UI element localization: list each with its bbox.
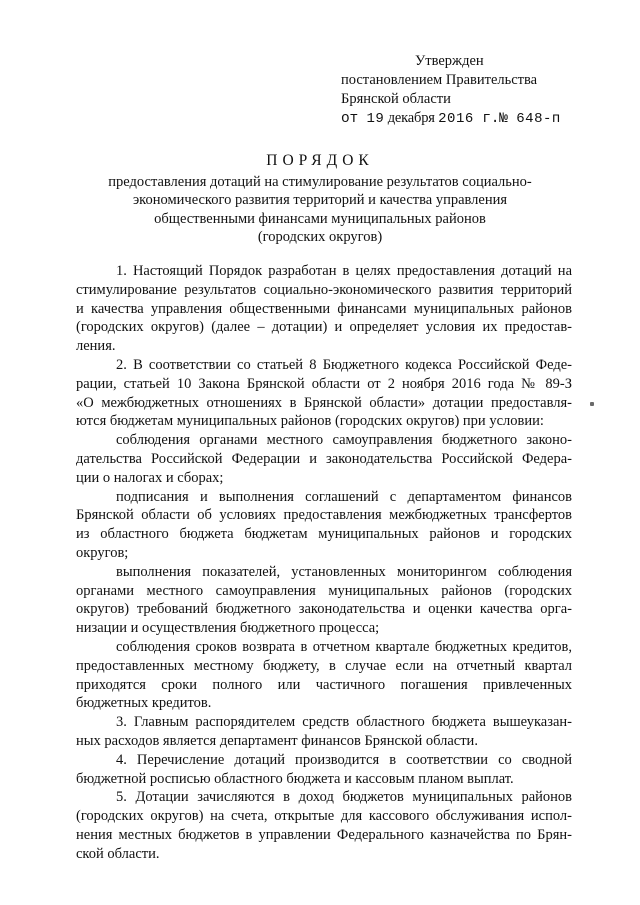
body-line: (городских округов) (далее – дотации) и определяет условия их предостав-	[76, 319, 572, 336]
body-line: стимулирование результатов социально-экономического развития территорий	[76, 281, 572, 298]
body-line: предоставленных местному бюджету, в случае если на отчетный квартал	[76, 657, 572, 674]
subtitle-line: предоставления дотаций на стимулирование результатов социально-	[108, 174, 532, 190]
body-line: «О межбюджетных отношениях в Брянской области» дотации предоставля-	[76, 394, 572, 411]
body-line: 3. Главным распорядителем средств областного бюджета вышеуказан-	[116, 714, 572, 731]
body-line: низации и осуществления бюджетного процесса;	[76, 620, 380, 637]
body-line: дательства Российской Федерации и законодательства Российской Федера-	[76, 450, 572, 467]
subtitle-line: экономического развития территорий и качества управления	[132, 192, 508, 209]
body-line: Брянской области об условиях предоставления межбюджетных трансфертов	[76, 507, 572, 524]
body-line: подписания и выполнения соглашений с департаментом финансов	[116, 488, 572, 505]
body-line: и качества управления общественными финансами муниципальных районов	[76, 300, 572, 317]
body-line: 4. Перечисление дотаций производится в соответствии со сводной	[116, 751, 572, 768]
body-line: 2. В соответствии со статьей 8 Бюджетного кодекса Российской Феде-	[116, 356, 572, 373]
body-line: ных расходов является департамент финансов Брянской области.	[76, 732, 478, 749]
body-line: (городских округов) на счета, открытые для кассового обслуживания испол-	[76, 808, 572, 825]
body-line: нения местных бюджетов в управлении Федерального казначейства по Брян-	[76, 826, 572, 843]
date-day: 19	[366, 111, 385, 127]
document-title: ПОРЯДОК	[266, 152, 374, 169]
approval-date-line	[341, 109, 561, 129]
document-number: 648-п	[516, 111, 561, 127]
body-line: ления.	[76, 338, 116, 355]
date-prefix: от	[341, 111, 367, 127]
body-line: 5. Дотации зачисляются в доход бюджетов муниципальных районов	[116, 789, 572, 806]
subtitle-line: (городских округов)	[257, 229, 383, 246]
body-line: соблюдения органами местного самоуправления бюджетного законо-	[116, 432, 572, 449]
document-subtitle	[0, 173, 640, 247]
body-line: округов;	[76, 544, 129, 561]
body-line: из областного бюджета бюджетам муниципальных районов и городских	[76, 526, 572, 543]
subtitle-line: общественными финансами муниципальных районов	[154, 210, 486, 227]
body-line: округов) требований бюджетного законодательства и оценки качества орга-	[76, 601, 572, 618]
approval-stamp	[341, 52, 561, 129]
body-line: органами местного самоуправления муниципальных районов (городских	[76, 582, 572, 599]
body-line: ции о налогах и сборах;	[76, 469, 224, 486]
approval-decree: постановлением Правительства	[341, 72, 538, 88]
body-line: соблюдения сроков возврата в отчетном квартале бюджетных кредитов,	[116, 638, 572, 655]
body-line: бюджетных кредитов.	[76, 695, 212, 712]
date-year: 2016	[438, 111, 474, 127]
date-suffix: г.№	[473, 111, 517, 127]
body-line: рации, статьей 10 Закона Брянской области от 2 ноября 2016 года № 89-З	[76, 375, 572, 392]
scan-speck	[590, 402, 594, 406]
document-body	[76, 262, 572, 864]
body-line: ются бюджетам муниципальных районов (городских округов) при условии:	[76, 413, 544, 430]
date-month: декабря	[384, 110, 439, 126]
body-line: приходятся сроки полного или частичного погашения привлеченных	[76, 676, 572, 693]
body-line: 1. Настоящий Порядок разработан в целях предоставления дотаций на	[116, 263, 572, 279]
body-line: выполнения показателей, установленных мониторингом соблюдения	[116, 563, 572, 580]
body-line: ской области.	[76, 845, 160, 862]
approval-region: Брянской области	[341, 91, 451, 107]
body-line: бюджетной росписью областного бюджета и кассовым планом выплат.	[76, 770, 514, 787]
approval-heading: Утвержден	[415, 53, 484, 69]
